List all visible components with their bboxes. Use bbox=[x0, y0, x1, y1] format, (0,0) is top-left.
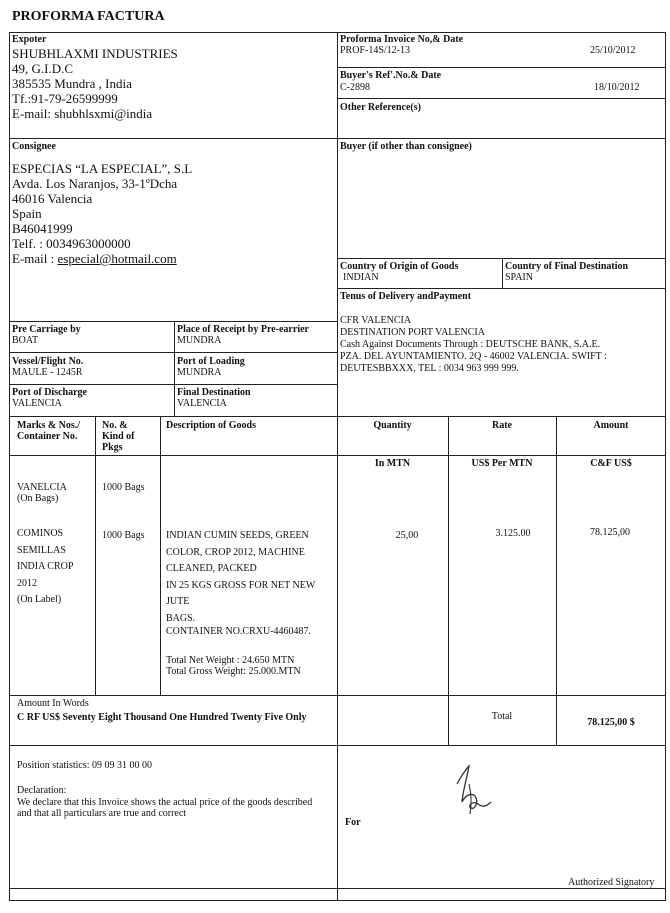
port-discharge-value: VALENCIA bbox=[12, 398, 62, 409]
consignee-country: Spain bbox=[12, 206, 42, 221]
consignee-email-line bbox=[12, 251, 177, 266]
divider-center bbox=[337, 32, 338, 417]
words-label: Amount In Words bbox=[17, 698, 89, 709]
declaration-text: We declare that this Invoice shows the actual price of the goods described and that all particulars are true and correct bbox=[17, 797, 313, 819]
terms-line3: Cash Against Documents Through : DEUTSCHE BANK, S.A.E. bbox=[340, 339, 601, 350]
goods-gross-weight: Total Gross Weight: 25.000.MTN bbox=[166, 666, 301, 677]
consignee-phone: Telf. : 0034963000000 bbox=[12, 236, 131, 251]
origin-value: INDIAN bbox=[343, 272, 379, 283]
goods-description: INDIAN CUMIN SEEDS, GREEN COLOR, CROP 2012, MACHINE CLEANED, PACKED IN 25 KGS GROSS FOR NET NEW JUTE BAGS. bbox=[166, 530, 316, 624]
consignee-label: Consignee bbox=[12, 141, 56, 152]
pre-carriage-label: Pre Carriage by bbox=[12, 324, 81, 335]
rule bbox=[95, 416, 96, 696]
goods-quantity: 25,00 bbox=[395, 530, 419, 541]
consignee-email-link[interactable]: especial@hotmail.com bbox=[57, 251, 177, 266]
goods-container: CONTAINER NO.CRXU-4460487. bbox=[166, 626, 312, 637]
declaration-label: Declaration: bbox=[17, 785, 67, 796]
exporter-phone: Tf.:91-79-26599999 bbox=[12, 91, 118, 106]
header-rate: Rate bbox=[492, 420, 512, 431]
total-label: Total bbox=[491, 711, 513, 722]
proforma-number: PROF-14S/12-13 bbox=[340, 45, 411, 56]
place-receipt-value: MUNDRA bbox=[177, 335, 222, 346]
terms-line2: DESTINATION PORT VALENCIA bbox=[340, 327, 485, 338]
port-discharge-label: Port of Discharge bbox=[12, 387, 87, 398]
final-country-label: Country of Final Destination bbox=[505, 261, 629, 272]
rule bbox=[337, 98, 665, 99]
rule bbox=[337, 745, 338, 901]
consignee-address2: 46016 Valencia bbox=[12, 191, 93, 206]
pre-carriage-value: BOAT bbox=[12, 335, 39, 346]
goods-pkgs1: 1000 Bags bbox=[102, 482, 145, 493]
position-statistics: Position statistics: 09 09 31 00 00 bbox=[17, 760, 153, 771]
consignee-name: ESPECIAS “LA ESPECIAL”, S.L bbox=[12, 161, 193, 176]
goods-rate: 3.125.00 bbox=[495, 528, 531, 539]
unit-rate: US$ Per MTN bbox=[471, 458, 533, 469]
rule bbox=[9, 888, 666, 889]
port-loading-value: MUNDRA bbox=[177, 367, 222, 378]
header-quantity: Quantity bbox=[373, 420, 412, 431]
vessel-value: MAULE - 1245R bbox=[12, 367, 83, 378]
consignee-email-prefix: E-mail : bbox=[12, 251, 58, 266]
vessel-label: Vessel/Flight No. bbox=[12, 356, 84, 367]
final-destination-label: Final Destination bbox=[177, 387, 251, 398]
rule bbox=[502, 258, 503, 288]
exporter-email: E-mail: shubhlsxmi@india bbox=[12, 106, 153, 121]
total-value: 78.125,00 $ bbox=[587, 717, 635, 728]
exporter-label: Expoter bbox=[12, 34, 47, 45]
header-amount: Amount bbox=[593, 420, 629, 431]
terms-line1: CFR VALENCIA bbox=[340, 315, 412, 326]
words-value: C RF US$ Seventy Eight Thousand One Hundred Twenty Five Only bbox=[17, 712, 307, 723]
rule bbox=[337, 67, 665, 68]
goods-net-weight: Total Net Weight : 24.650 MTN bbox=[166, 655, 295, 666]
rule bbox=[160, 416, 161, 696]
buyer-other-label: Buyer (if other than consignee) bbox=[340, 141, 472, 152]
origin-label: Country of Origin of Goods bbox=[340, 261, 459, 272]
goods-mark2: COMINOS SEMILLAS INDIA CROP 2012 (On Label) bbox=[17, 528, 74, 605]
unit-quantity: In MTN bbox=[374, 458, 411, 469]
exporter-address2: 385535 Mundra , India bbox=[12, 76, 132, 91]
buyer-ref-date: 18/10/2012 bbox=[594, 82, 640, 93]
rule bbox=[337, 288, 665, 289]
consignee-tax-id: B46041999 bbox=[12, 221, 73, 236]
buyer-ref-label: Buyer's Ref'.No.& Date bbox=[340, 70, 442, 81]
header-kind: No. & Kind of Pkgs bbox=[102, 420, 135, 453]
consignee-address1: Avda. Los Naranjos, 33-1ºDcha bbox=[12, 176, 178, 191]
final-country-value: SPAIN bbox=[505, 272, 533, 283]
place-receipt-label: Place of Receipt by Pre-earrier bbox=[177, 324, 309, 335]
authorized-signatory: Authorized Signatory bbox=[568, 877, 655, 888]
signature-image bbox=[445, 762, 505, 820]
border-left bbox=[9, 32, 10, 901]
goods-amount: 78.125,00 bbox=[590, 527, 630, 538]
other-ref-label: Other Reference(s) bbox=[340, 102, 421, 113]
buyer-ref-number: C-2898 bbox=[340, 82, 370, 93]
terms-line4: PZA. DEL AYUNTAMIENTO. 2Q - 46002 VALENCIA. SWIFT : bbox=[340, 351, 607, 362]
final-destination-value: VALENCIA bbox=[177, 398, 227, 409]
exporter-name: SHUBHLAXMI INDUSTRIES bbox=[12, 46, 178, 61]
rule bbox=[9, 138, 666, 139]
terms-line5: DEUTESBBXXX, TEL : 0034 963 999 999. bbox=[340, 363, 519, 374]
rule bbox=[174, 321, 175, 417]
header-description: Description of Goods bbox=[166, 420, 256, 431]
terms-label: Tenus of Delivery andPayment bbox=[340, 291, 472, 302]
proforma-date: 25/10/2012 bbox=[590, 45, 636, 56]
rule bbox=[337, 258, 665, 259]
page-title: PROFORMA FACTURA bbox=[12, 9, 165, 24]
goods-pkgs2: 1000 Bags bbox=[102, 530, 145, 541]
unit-amount: C&F US$ bbox=[590, 458, 632, 469]
rule bbox=[9, 695, 666, 696]
exporter-address1: 49, G.I.D.C bbox=[12, 61, 74, 76]
goods-mark1: VANELCIA (On Bags) bbox=[17, 482, 67, 504]
header-marks: Marks & Nos./ Container No. bbox=[17, 420, 81, 442]
rule bbox=[9, 352, 337, 353]
rule bbox=[9, 384, 337, 385]
rule bbox=[9, 321, 337, 322]
port-loading-label: Port of Loading bbox=[177, 356, 245, 367]
proforma-label: Proforma Invoice No,& Date bbox=[340, 34, 464, 45]
for-label: For bbox=[345, 817, 361, 828]
